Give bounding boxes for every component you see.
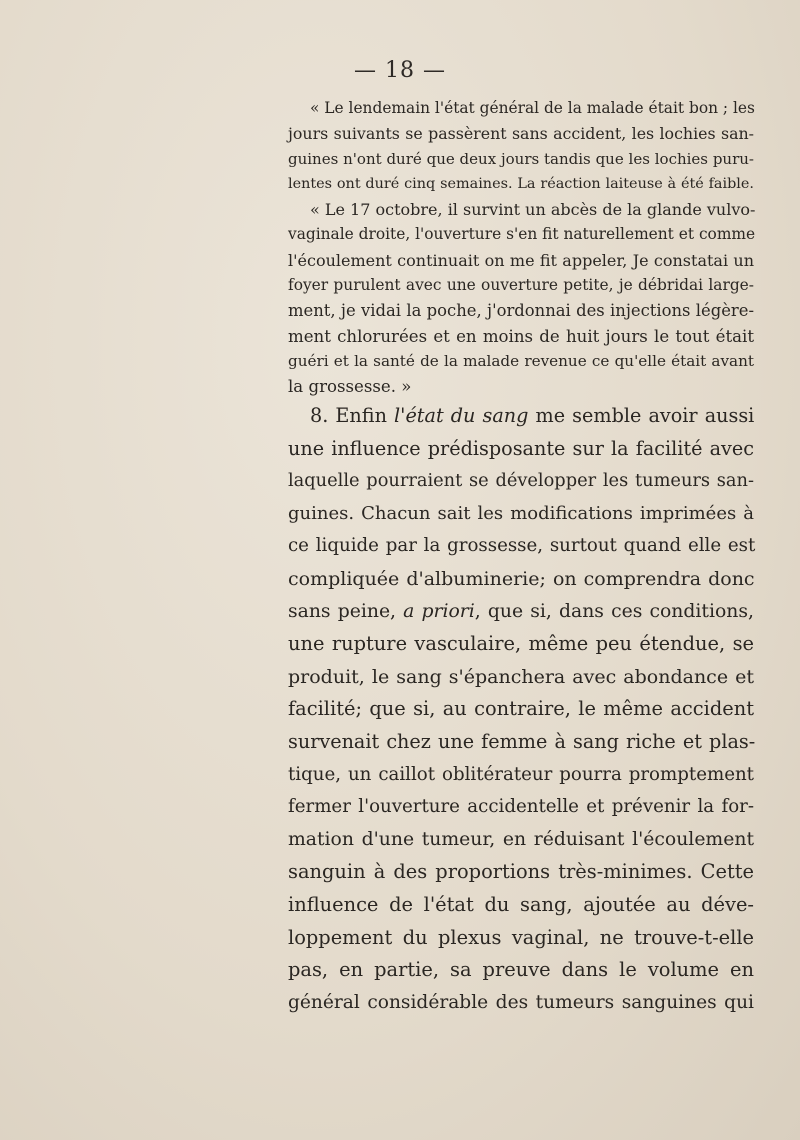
text-line: mation d'une tumeur, en réduisant l'écoulement [288,828,754,850]
text-line: ment, je vidai la poche, j'ordonnai des injections légère- [288,301,754,321]
text-line: influence de l'état du sang, ajoutée au déve- [288,892,754,916]
text-line: loppement du plexus vaginal, ne trouve-t-elle [288,925,754,949]
text-line: guéri et la santé de la malade revenue ce qu'elle était avant [288,351,754,370]
text-line: lentes ont duré cinq semaines. La réaction laiteuse à été faible. [288,175,754,192]
text-line: guines. Chacun sait les modifications imprimées à [288,502,754,524]
text-line: une influence prédisposante sur la facilité avec [288,436,754,460]
text-line: tique, un caillot oblitérateur pourra promptement [288,763,754,785]
text-line: la grossesse. » [288,377,412,397]
italic-term: l'état du sang [394,404,529,427]
quote-paragraph-2 [288,197,754,399]
text-line: survenait chez une femme à sang riche et plas- [288,729,756,753]
text-line: fermer l'ouverture accidentelle et prévenir la for- [288,796,754,818]
text-line [288,400,754,433]
text-line: produit, le sang s'épanchera avec abondance et [288,665,754,688]
text-line: ce liquide par la grossesse, surtout quand elle est [288,535,756,557]
text-run: 8. Enfin [310,404,395,427]
text-run: , que si, dans ces conditions, [474,600,754,622]
text-line: vaginale droite, l'ouverture s'en fit naturellement et comme [288,225,756,244]
text-line: facilité; que si, au contraire, le même accident [288,697,754,721]
text-line: « Le lendemain l'état général de la malade était bon ; les [310,99,755,117]
text-line: guines n'ont duré que deux jours tandis que les lochies puru- [288,149,754,168]
text-line: sanguin à des proportions très-minimes. Cette [288,860,754,884]
text-line: compliquée d'albuminerie; on comprendra donc [288,567,755,590]
quoted-case-report [288,96,754,400]
text-line: ment chlorurées et en moins de huit jours le tout était [288,326,754,346]
text-line: jours suivants se passèrent sans accident, les lochies san- [288,124,754,144]
text-line: laquelle pourraient se développer les tumeurs san- [288,470,754,492]
text-run: me semble avoir aussi [528,404,755,427]
text-line [288,596,754,629]
text-line: pas, en partie, sa preuve dans le volume en [288,958,754,982]
section-8-paragraph [288,400,754,1019]
italic-term: a priori [403,600,475,622]
text-line: foyer purulent avec une ouverture petite, je débridai large- [288,276,754,295]
text-line: « Le 17 octobre, il survint un abcès de la glande vulvo- [310,200,756,220]
text-line: général considérable des tumeurs sanguines qui [288,991,754,1013]
page-number: — 18 — [354,58,446,83]
text-line: une rupture vasculaire, même peu étendue, se [288,632,754,656]
quote-paragraph-1 [288,96,754,197]
text-line: l'écoulement continuait on me fit appeler, Je constatai un [288,250,754,270]
text-run: sans peine, [288,600,404,622]
